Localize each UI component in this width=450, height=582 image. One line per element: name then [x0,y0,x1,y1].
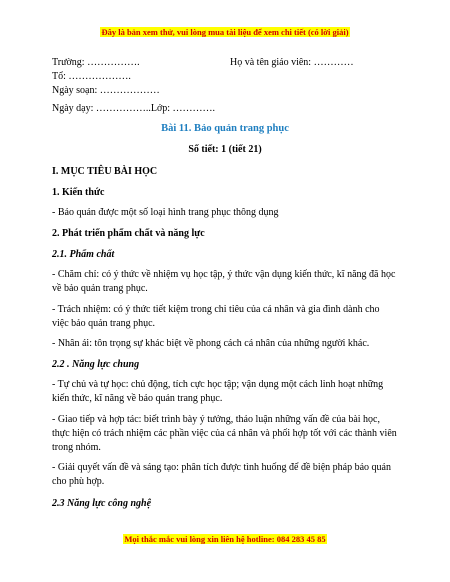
teacher-name-field: Họ và tên giáo viên: ………… [230,57,354,68]
school-field: Trường: ……………. [52,57,140,68]
lesson-title: Bài 11. Bảo quản trang phục [161,123,289,134]
paragraph-knowledge: - Bảo quản được một số loại hình trang phục thông dụng [52,207,279,218]
heading-qualities: 2.1. Phẩm chất [52,249,115,260]
heading-knowledge: 1. Kiến thức [52,187,105,198]
paragraph-communication: - Giao tiếp và hợp tác: biết trình bày ý tưởng, thảo luận những vấn đề của bài học, thực hiện có trách nhiệm các phần việc của cá nhân và phối hợp tốt với các thành viên trong nhóm. [52,414,397,453]
paragraph-kindness: - Nhân ái: tôn trọng sự khác biệt về phong cách cá nhân của những người khác. [52,338,370,349]
teaching-date-field: Ngày dạy: ……………..Lớp: …………. [52,103,216,114]
heading-general-competency: 2.2 . Năng lực chung [52,359,140,370]
heading-technology-competency: 2.3 Năng lực công nghệ [52,498,152,509]
header-notice: Đây là bản xem thử, vui lòng mua tài liệu để xem chi tiết (có lời giải) [101,27,349,37]
periods-label: Số tiết: 1 (tiết 21) [188,144,262,155]
paragraph-diligence: - Chăm chỉ: có ý thức về nhiệm vụ học tập, ý thức vận dụng kiến thức, kĩ năng đã học về bảo quản trang phục. [52,269,396,294]
footer-notice: Mọi thắc mắc vui lòng xin liên hệ hotline: 084 283 45 85 [124,534,326,544]
prepare-date-field: Ngày soạn: ……………… [52,85,160,96]
paragraph-problem-solving: - Giải quyết vấn đề và sáng tạo: phân tích được tình huống để đề biện pháp bảo quản cho phù hợp. [52,462,391,487]
paragraph-responsibility: - Trách nhiệm: có ý thức tiết kiệm trong chi tiêu của cá nhân và gia đình dành cho việc bảo quản trang phục. [52,304,380,329]
paragraph-self-study: - Tự chủ và tự học: chủ động, tích cực học tập; vận dụng một cách linh hoạt những kiến thức, kĩ năng về bảo quản trang phục. [52,379,384,404]
department-field: Tổ: ………………. [52,71,131,82]
section-heading-objectives: I. MỤC TIÊU BÀI HỌC [52,166,158,177]
heading-qualities-competencies: 2. Phát triển phẩm chất và năng lực [52,228,205,239]
